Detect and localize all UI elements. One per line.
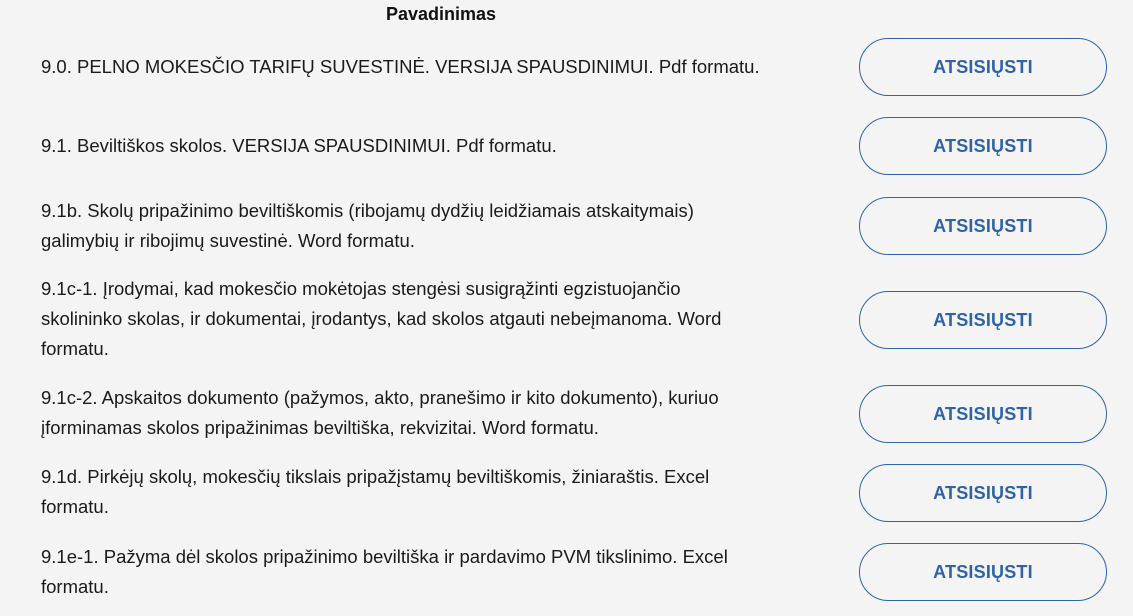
document-title: 9.0. PELNO MOKESČIO TARIFŲ SUVESTINĖ. VERSIJA SPAUSDINIMUI. Pdf formatu. (41, 56, 760, 77)
download-button[interactable]: ATSISIŲSTI (859, 38, 1107, 96)
download-button[interactable]: ATSISIŲSTI (859, 543, 1107, 601)
download-button[interactable]: ATSISIŲSTI (859, 464, 1107, 522)
document-title: 9.1b. Skolų pripažinimo beviltiškomis (ribojamų dydžių leidžiamais atskaitymais) galimybių ir ribojimų suvestinė. Word formatu. (41, 200, 694, 251)
document-title: 9.1c-1. Įrodymai, kad mokesčio mokėtojas stengėsi susigrąžinti egzistuojančio skolininko skolas, ir dokumentai, įrodantys, kad skolos atgauti nebeįmanoma. Word formatu. (41, 278, 722, 359)
download-button[interactable]: ATSISIŲSTI (859, 291, 1107, 349)
document-title: 9.1c-2. Apskaitos dokumento (pažymos, akto, pranešimo ir kito dokumento), kuriuo įforminamas skolos pripažinimas beviltiška, rekvizitai. Word formatu. (41, 387, 719, 438)
download-button[interactable]: ATSISIŲSTI (859, 385, 1107, 443)
download-button[interactable]: ATSISIŲSTI (859, 197, 1107, 255)
document-title: 9.1d. Pirkėjų skolų, mokesčių tikslais pripažįstamų beviltiškomis, žiniaraštis. Excel formatu. (41, 466, 710, 517)
document-title: 9.1e-1. Pažyma dėl skolos pripažinimo beviltiška ir pardavimo PVM tikslinimo. Excel formatu. (41, 546, 728, 597)
download-button[interactable]: ATSISIŲSTI (859, 117, 1107, 175)
column-header-name: Pavadinimas (385, 4, 497, 24)
document-title: 9.1. Beviltiškos skolos. VERSIJA SPAUSDINIMUI. Pdf formatu. (41, 135, 557, 156)
